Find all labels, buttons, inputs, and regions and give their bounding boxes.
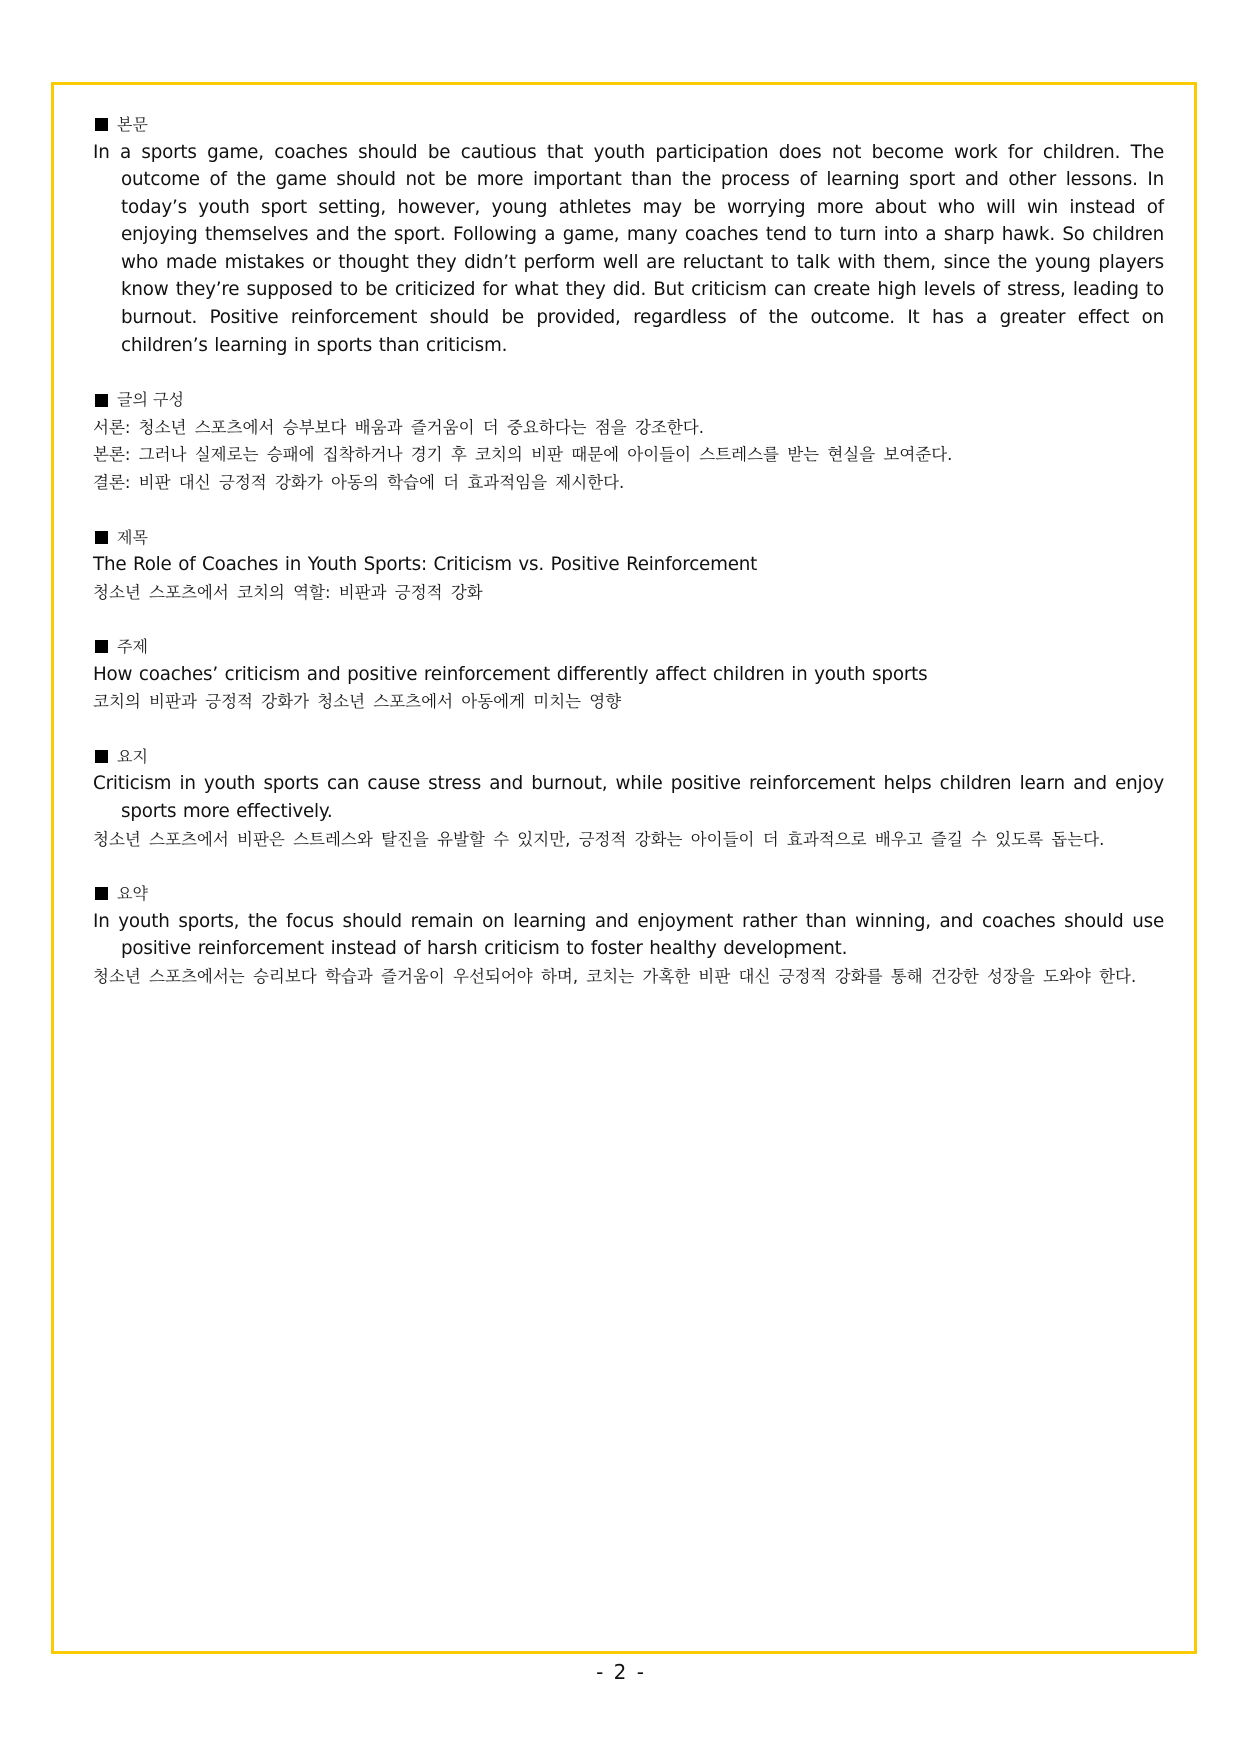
black-square-bullet-icon [95,118,108,131]
section-structure [93,386,1164,496]
structure-conclusion-line: 결론: 비판 대신 긍정적 강화가 아동의 학습에 더 효과적임을 제시한다. [93,472,625,492]
black-square-bullet-icon [95,640,108,653]
structure-intro-line: 서론: 청소년 스포츠에서 승부보다 배움과 즐거움이 더 중요하다는 점을 강조한다. [93,417,704,437]
summary-korean: 청소년 스포츠에서는 승리보다 학습과 즐거움이 우선되어야 하며, 코치는 가혹한 비판 대신 긍정적 강화를 통해 건강한 성장을 도와야 한다. [93,966,1137,986]
section-heading [93,111,1164,139]
topic-korean: 코치의 비판과 긍정적 강화가 청소년 스포츠에서 아동에게 미치는 영향 [93,692,622,712]
black-square-bullet-icon [95,887,108,900]
section-heading-label: 주제 [117,637,148,657]
section-heading-label: 요약 [117,884,148,904]
title-english: The Role of Coaches in Youth Sports: Criticism vs. Positive Reinforcement [93,554,758,576]
section-heading-label: 제목 [117,527,148,547]
gist-english: Criticism in youth sports can cause stress and burnout, while positive reinforcement helps children learn and enjoy sports more effectively. [93,773,1164,822]
section-heading [93,386,1164,414]
section-topic [93,633,1164,716]
title-korean: 청소년 스포츠에서 코치의 역할: 비판과 긍정적 강화 [93,582,483,602]
black-square-bullet-icon [95,531,108,544]
section-heading [93,880,1164,908]
black-square-bullet-icon [95,750,108,763]
section-heading-label: 본문 [117,115,148,134]
black-square-bullet-icon [95,394,108,407]
topic-english: How coaches’ criticism and positive reinforcement differently affect children in youth sports [93,663,928,685]
section-body [93,111,1164,359]
section-heading [93,743,1164,771]
section-heading-label: 글의 구성 [117,390,184,410]
section-heading [93,633,1164,661]
summary-english: In youth sports, the focus should remain on learning and enjoyment rather than winning, and coaches should use positive reinforcement instead of harsh criticism to foster healthy development. [93,910,1164,960]
section-heading [93,524,1164,552]
body-paragraph: In a sports game, coaches should be cautious that youth participation does not become work for children. The outcome of the game should not be more important than the process of learning sport and other lessons. In today’s youth sport setting, however, young athletes may be worrying more about who will win instead of enjoying themselves and the sport. Following a game, many coaches tend to turn into a sharp hawk. So children who made mistakes or thought they didn’t perform well are reluctant to talk with them, since the young players know they’re supposed to be criticized for what they did. But criticism can create high levels of stress, leading to burnout. Positive reinforcement should be provided, regardless of the outcome. It has a greater effect on children’s learning in sports than criticism. [93,141,1164,356]
page-number: - 2 - [596,1660,644,1684]
section-title [93,524,1164,607]
gist-korean: 청소년 스포츠에서 비판은 스트레스와 탈진을 유발할 수 있지만, 긍정적 강화는 아이들이 더 효과적으로 배우고 즐길 수 있도록 돕는다. [93,829,1105,849]
section-gist [93,743,1164,853]
section-heading-label: 요지 [117,746,148,766]
document-content [93,111,1164,1017]
structure-body-line: 본론: 그러나 실제로는 승패에 집착하거나 경기 후 코치의 비판 때문에 아이들이 스트레스를 받는 현실을 보여준다. [93,445,953,465]
section-summary [93,880,1164,990]
